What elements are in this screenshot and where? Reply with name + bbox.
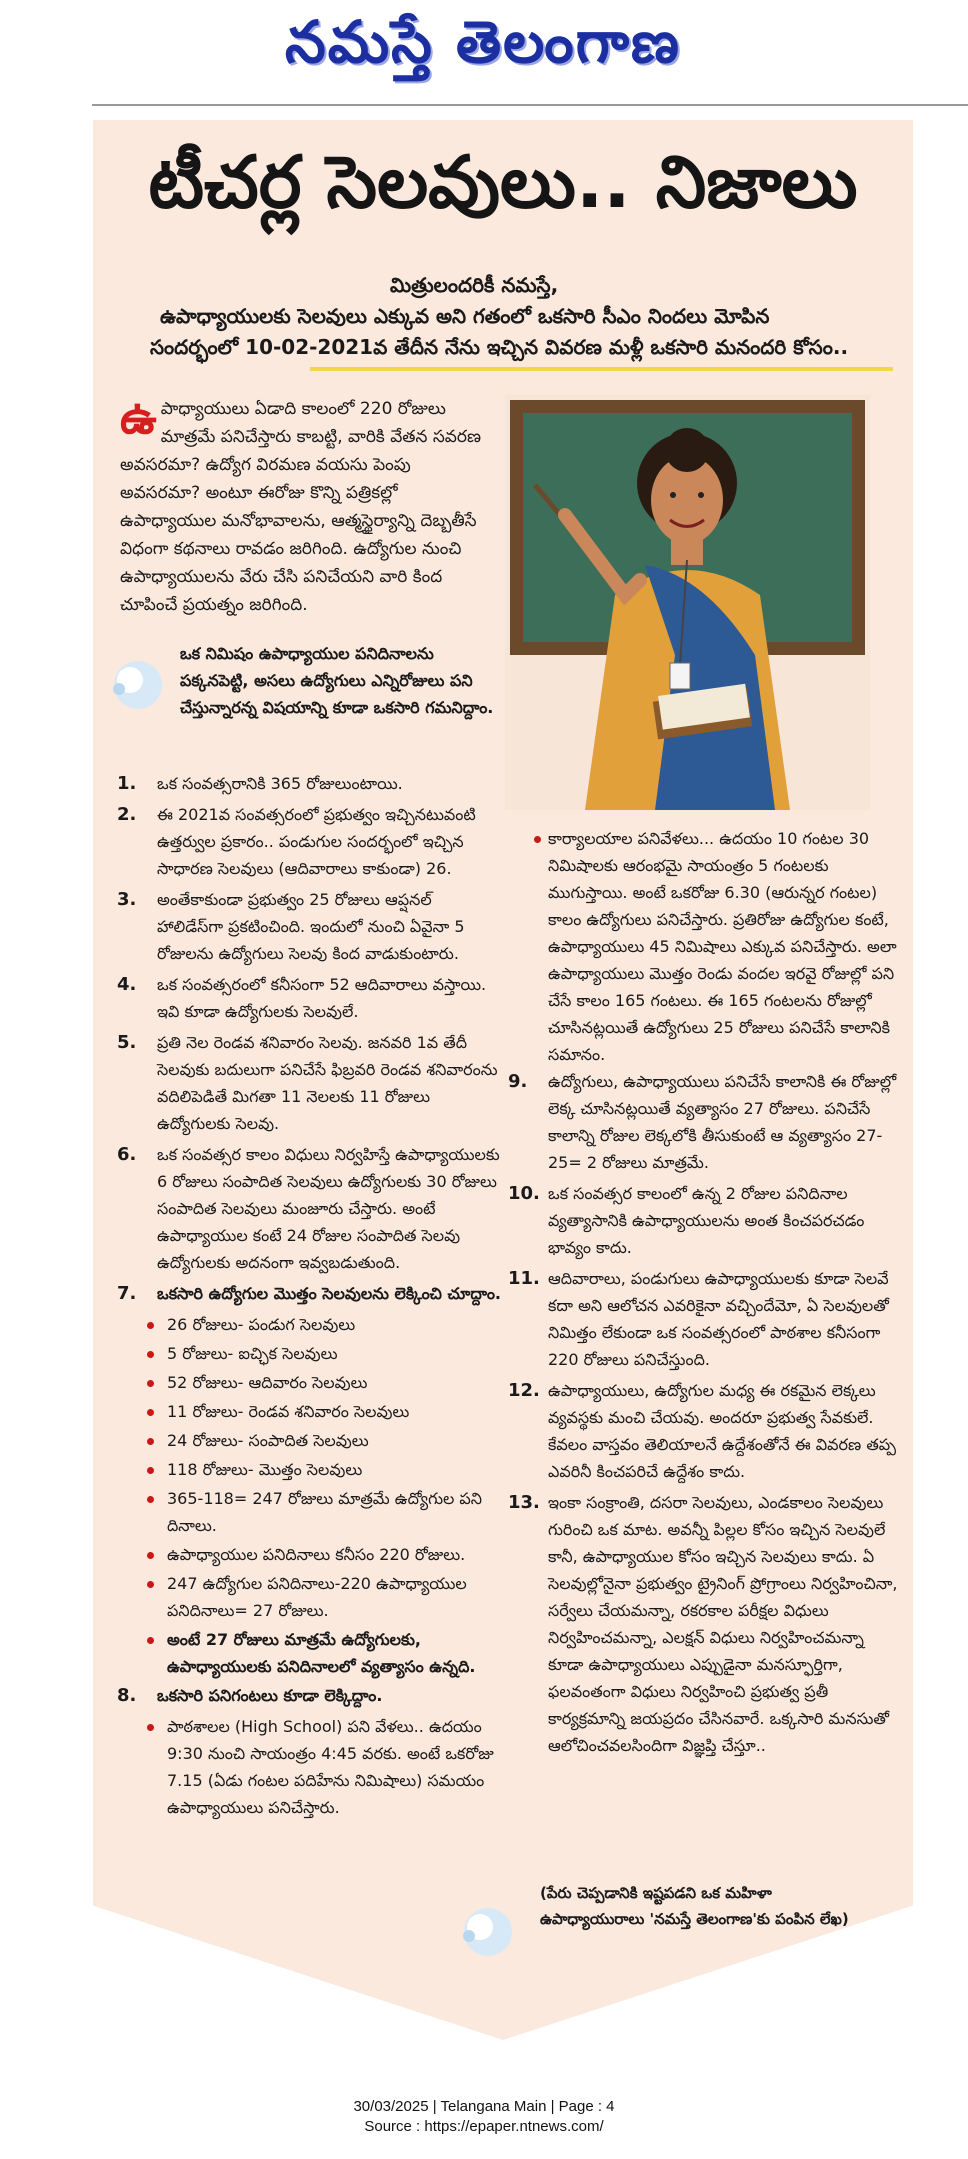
bullet-dot xyxy=(147,1438,154,1445)
masthead-title: నమస్తే తెలంగాణ xyxy=(285,8,681,76)
list-item xyxy=(117,801,502,882)
intro xyxy=(150,270,920,363)
list-item xyxy=(508,1265,898,1373)
item-number: 5. xyxy=(117,1032,137,1053)
item-text: ఇంకా సంక్రాంతి, దసరా సెలవులు, ఎండకాలం సెలవులు గురించి ఒక మాట. అవన్నీ పిల్లల కోసం ఇచ్చిన సెలవులే కానీ, ఉపాధ్యాయుల కోసం ఇచ్చిన సెలవులు కాదు. ఏ సెలవుల్లోనైనా ప్రభుత్వం ట్రైనింగ్ ప్రోగ్రాంలు నిర్వహించినా, సర్వేలు చేయమన్నా, రకరకాల పరీక్షల విధులు నిర్వహించమన్నా, ఎలక్షన్ విధులు నిర్వహించమన్నా కూడా ఉపాధ్యాయులు ఎప్పుడైనా మనస్ఫూర్తిగా, ఫలవంతంగా విధులు నిర్వహించి ప్రభుత్వ ప్రతీ కార్యక్రమాన్ని జయప్రదం చేసినవారే. ఒక్కసారి మనసుతో ఆలోచించవలసిందిగా విజ్ఞప్తి చేస్తూ.. xyxy=(548,1493,898,1755)
bullet-dot xyxy=(147,1724,154,1731)
bullet-text: 5 రోజులు- ఐచ్ఛిక సెలవులు xyxy=(167,1344,338,1363)
signoff-note: (పేరు చెప్పడానికి ఇష్టపడని ఒక మహిళా ఉపాధ్యాయురాలు 'నమస్తే తెలంగాణ'కు పంపిన లేఖ) xyxy=(540,1884,849,1928)
item-text: ఒక సంవత్సరంలో కనీసంగా 52 ఆదివారాలు వస్తాయి. ఇవి కూడా ఉద్యోగులకు సెలవులే. xyxy=(157,975,487,1021)
item-text: ఈ 2021వ సంవత్సరంలో ప్రభుత్వం ఇచ్చినటువంటి ఉత్తర్వుల ప్రకారం.. పండుగుల సందర్భంలో ఇచ్చిన సాధారణ సెలవులు (ఆదివారాలు కాకుండా) 26. xyxy=(157,805,476,878)
item-number: 10. xyxy=(508,1183,540,1204)
list-item xyxy=(117,1682,502,1709)
bullet-item xyxy=(117,1541,502,1568)
item-text: ఒక సంవత్సరానికి 365 రోజులుంటాయి. xyxy=(157,774,403,793)
headline: టీచర్ల సెలవులు.. నిజాలు xyxy=(148,140,858,224)
intro-line-2: ఉపాధ్యాయులకు సెలవులు ఎక్కువ అని గతంలో ఒకసారి సీఎం నిందలు మోపిన xyxy=(160,304,770,328)
list-item xyxy=(117,886,502,967)
bullet-item xyxy=(117,1485,502,1539)
bullet-text: కార్యాలయాల పనివేళలు... ఉదయం 10 గంటల 30 నిమిషాలకు ఆరంభమై సాయంత్రం 5 గంటలకు ముగుస్తాయి. అంటే ఒకరోజు 6.30 (ఆరున్నర గంటల) కాలం ఉద్యోగులు పనిచేస్తారు. ప్రతిరోజు ఉద్యోగుల కంటే, ఉపాధ్యాయులు 45 నిమిషాలు ఎక్కువ పనిచేస్తారు. అలా ఉపాధ్యాయులు మొత్తం రెండు వందల ఇరవై రోజుల్లో పని చేసే కాలం 165 గంటలు. ఈ 165 గంటలను రోజుల్లో చూసినట్లయితే ఉద్యోగులు 25 రోజులు పనిచేసే కాలానికి సమానం. xyxy=(548,829,897,1064)
item-number: 8. xyxy=(117,1685,137,1706)
bullet-text: 11 రోజులు- రెండవ శనివారం సెలవులు xyxy=(167,1402,410,1421)
item-text: ఒక సంవత్సర కాలం విధులు నిర్వహిస్తే ఉపాధ్యాయులకు 6 రోజులు సంపాదిత సెలవులు ఉద్యోగులకు 30 రోజులు సంపాదిత సెలవులు మంజూరు చేస్తారు. అంటే ఉపాధ్యాయుల కంటే 24 రోజుల సంపాదిత సెలవు ఉద్యోగులకు అదనంగా ఇవ్వబడుతుంది. xyxy=(157,1145,500,1272)
item-number: 6. xyxy=(117,1144,137,1165)
lead-text: పాధ్యాయులు ఏడాది కాలంలో 220 రోజులు మాత్రమే పనిచేస్తారు కాబట్టి, వారికి వేతన సవరణ అవసరమా? ఉద్యోగ విరమణ వయసు పెంపు అవసరమా? అంటూ ఈరోజు కొన్ని పత్రికల్లో ఉపాధ్యాయుల మనోభావాలను, ఆత్మస్థైర్యాన్ని దెబ్బతీసే విధంగా కథనాలు రావడం జరిగింది. ఉద్యోగుల నుంచి ఉపాధ్యాయులను వేరు చేసి పనిచేయని వారి కింద చూపించే ప్రయత్నం జరిగింది. xyxy=(120,399,482,615)
bullet-item xyxy=(117,1398,502,1425)
bullet-dot xyxy=(534,836,541,843)
list-item xyxy=(508,1377,898,1485)
item-text: ఒకసారి ఉద్యోగుల మొత్తం సెలవులను లెక్కించి చూద్దాం. xyxy=(157,1284,502,1303)
item-number: 2. xyxy=(117,804,137,825)
bullet-dot xyxy=(147,1581,154,1588)
item-text: ఒకసారి పనిగంటలు కూడా లెక్కిద్దాం. xyxy=(157,1686,383,1705)
item-text: ప్రతి నెల రెండవ శనివారం సెలవు. జనవరి 1వ తేదీ సెలవుకు బదులుగా పనిచేసే ఫిబ్రవరి రెండవ శనివారంను వదిలిపెడితే మిగతా 11 నెలలకు 11 రోజులు ఉద్యోగులకు సెలవు. xyxy=(157,1033,498,1133)
item-number: 4. xyxy=(117,974,137,995)
item-number: 11. xyxy=(508,1268,540,1289)
bullet-text: పాఠశాలల (High School) పని వేళలు.. ఉదయం 9:30 నుంచి సాయంత్రం 4:45 వరకు. అంటే ఒకరోజు 7.15 (ఏడు గంటల పదిహేను నిమిషాలు) సమయం ఉపాధ్యాయులు పనిచేస్తారు. xyxy=(167,1717,494,1817)
teacher-illustration xyxy=(505,395,870,810)
masthead xyxy=(0,0,968,100)
bullet-item xyxy=(508,825,898,1068)
bullet-item xyxy=(117,1713,502,1821)
item-number: 7. xyxy=(117,1283,137,1304)
bullet-dot xyxy=(147,1380,154,1387)
item-text: ఉపాధ్యాయులు, ఉద్యోగుల మధ్య ఈ రకమైన లెక్కలు వ్యవస్థకు మంచి చేయవు. అందరూ ప్రభుత్వ సేవకులే. కేవలం వాస్తవం తెలియాలనే ఉద్దేశంతోనే ఈ వివరణ తప్ప ఎవరినీ కించపరిచే ఉద్దేశం కాదు. xyxy=(548,1381,896,1481)
bullet-text: 365-118= 247 రోజులు మాత్రమే ఉద్యోగుల పని దినాలు. xyxy=(167,1489,483,1535)
item-number: 3. xyxy=(117,889,137,910)
bullet-dot xyxy=(147,1351,154,1358)
bullet-item xyxy=(117,1311,502,1338)
bullet-item xyxy=(117,1570,502,1624)
bullet-dot xyxy=(147,1496,154,1503)
bullet-item xyxy=(117,1456,502,1483)
intro-greeting: మిత్రులందరికీ నమస్తే, xyxy=(390,273,559,297)
item-text: ఒక సంవత్సర కాలంలో ఉన్న 2 రోజుల పనిదినాల వ్యత్యాసానికి ఉపాధ్యాయులను అంత కించపరచడం భావ్యం కాదు. xyxy=(548,1184,865,1257)
teacher-illustration-svg xyxy=(505,395,870,810)
intro-line-3: సందర్భంలో 10-02-2021వ తేదీన నేను ఇచ్చిన వివరణ మళ్లీ ఒకసారి మనందరి కోసం.. xyxy=(150,335,849,359)
bullet-text: 118 రోజులు- మొత్తం సెలవులు xyxy=(167,1460,363,1479)
item-number: 13. xyxy=(508,1492,540,1513)
bullet-text: అంటే 27 రోజులు మాత్రమే ఉద్యోగులకు, ఉపాధ్యాయులకు పనిదినాలలో వ్యత్యాసం ఉన్నది. xyxy=(167,1630,476,1676)
speech-bubble-icon xyxy=(103,653,173,713)
bullet-text: 52 రోజులు- ఆదివారం సెలవులు xyxy=(167,1373,368,1392)
item-text: ఆదివారాలు, పండుగులు ఉపాధ్యాయులకు కూడా సెలవే కదా అని ఆలోచన ఎవరికైనా వచ్చిందేమో, ఏ సెలవులతో నిమిత్తం లేకుండా ఒక సంవత్సరంలో పాఠశాల కనీసంగా 220 రోజులు పనిచేస్తుంది. xyxy=(548,1269,889,1369)
item-number: 1. xyxy=(117,773,137,794)
item-text: ఉద్యోగులు, ఉపాధ్యాయులు పనిచేసే కాలానికి ఈ రోజుల్లో లెక్క చూసినట్లయితే వ్యత్యాసం 27 రోజులు. పనిచేసే కాలాన్ని రోజుల లెక్కలోకి తీసుకుంటే ఆ వ్యత్యాసం 27-25= 2 రోజులు మాత్రమే. xyxy=(548,1072,897,1172)
item-number: 9. xyxy=(508,1071,528,1092)
bullet-dot xyxy=(147,1467,154,1474)
speech-bubble-icon xyxy=(453,1900,523,1960)
item-number: 12. xyxy=(508,1380,540,1401)
bullet-item xyxy=(117,1369,502,1396)
bullet-dot xyxy=(147,1322,154,1329)
bullet-text: 247 ఉద్యోగుల పనిదినాలు-220 ఉపాధ్యాయుల పనిదినాలు= 27 రోజులు. xyxy=(167,1574,467,1620)
page-footer xyxy=(0,2097,968,2137)
right-column xyxy=(508,825,898,1763)
list-item xyxy=(117,1141,502,1276)
left-column xyxy=(117,770,502,1823)
bullet-dot xyxy=(147,1552,154,1559)
list-item xyxy=(508,1489,898,1759)
list-item xyxy=(117,1280,502,1307)
list-item xyxy=(117,770,502,797)
item-text: అంతేకాకుండా ప్రభుత్వం 25 రోజులు ఆప్షనల్ హాలిడేస్‌గా ప్రకటించింది. ఇందులో నుంచి ఏవైనా 5 రోజులను ఉద్యోగులు సెలవు కింద వాడుకుంటారు. xyxy=(157,890,465,963)
list-item xyxy=(508,1068,898,1176)
masthead-rule xyxy=(92,104,968,106)
bullet-item xyxy=(117,1340,502,1367)
bullet-item xyxy=(117,1626,502,1680)
list-item xyxy=(508,1180,898,1261)
lead-paragraph xyxy=(120,390,495,619)
drop-cap: ఉ xyxy=(120,390,157,444)
intro-underline xyxy=(310,367,893,371)
list-item xyxy=(117,971,502,1025)
bullet-dot xyxy=(147,1637,154,1644)
bullet-text: 26 రోజులు- పండుగ సెలవులు xyxy=(167,1315,356,1334)
callout-text: ఒక నిమిషం ఉపాధ్యాయుల పనిదినాలను పక్కనపెట్టి, అసలు ఉద్యోగులు ఎన్నిరోజులు పని చేస్తున్నారన్న విషయాన్ని కూడా ఒకసారి గమనిద్దాం. xyxy=(180,644,494,717)
bullet-text: 24 రోజులు- సంపాదిత సెలవులు xyxy=(167,1431,369,1450)
list-item xyxy=(117,1029,502,1137)
footer-source-link[interactable]: Source : https://epaper.ntnews.com/ xyxy=(364,2118,604,2135)
bullet-text: ఉపాధ్యాయుల పనిదినాలు కనీసం 220 రోజులు. xyxy=(167,1545,466,1564)
bullet-dot xyxy=(147,1409,154,1416)
bullet-item xyxy=(117,1427,502,1454)
footer-date-edition: 30/03/2025 | Telangana Main | Page : 4 xyxy=(353,2098,615,2115)
